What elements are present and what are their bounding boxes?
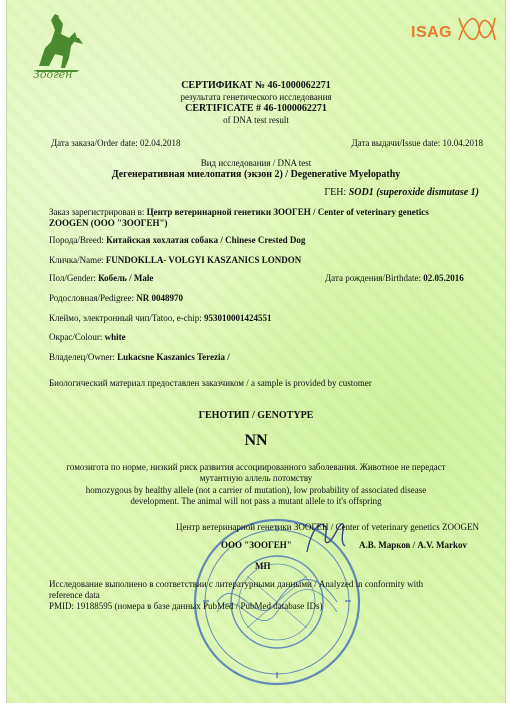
footer-line-1: Исследование выполнено в соответствии с литературными данными / Analyzed in conformity with (49, 579, 424, 589)
signature-icon (299, 512, 351, 560)
gender-label: Пол/Gender: (49, 273, 96, 283)
gene-prefix: ГЕН: (324, 187, 347, 198)
breed-label: Порода/Breed: (49, 235, 104, 245)
breed-value: Китайская хохлатая собака / Chinese Crested Dog (106, 235, 306, 245)
name-value: FUNDOKLLA- VOLGYI KASZANICS LONDON (105, 255, 302, 265)
center-signoff: Центр ветеринарной генетики ЗООГЕН / Center of veterinary genetics ZOOGEN (176, 522, 479, 532)
chip-row (49, 313, 272, 323)
gene-value: SOD1 (superoxide dismutase 1) (348, 187, 479, 198)
zoogen-logo-text: Зооген (33, 68, 73, 81)
order-registered-label: Заказ зарегистрирован в: (49, 207, 145, 217)
owner-value: Lukacsne Kaszanics Terezia / (117, 352, 230, 362)
genotype-description-ru-1: гомозигота по норме, низкий риск развития ассоциированного заболевания. Животное не передаст (66, 462, 446, 472)
order-registered-value-2: ZOOGEN (ООО "ЗООГЕН") (49, 218, 168, 228)
birthdate-value: 02.05.2016 (423, 273, 464, 283)
isag-logo-text: ISAG (411, 24, 453, 41)
footer-pmid: PMID: 19188595 (номера в базе данных PubMed / PubMed database IDs) (49, 601, 323, 611)
stamp-mp: МП (255, 561, 271, 571)
name-label: Кличка/Name: (49, 255, 104, 265)
order-registered-value: Центр ветеринарной генетики ЗООГЕН / Center of veterinary genetics (146, 207, 429, 217)
certificate-number-en: CERTIFICATE # 46-1000062271 (185, 103, 327, 114)
owner-label: Владелец/Owner: (49, 352, 115, 362)
signer-name: А.В. Марков / A.V. Markov (358, 540, 467, 550)
gender-value: Кобель / Male (98, 273, 154, 283)
certificate-number-ru: СЕРТИФИКАТ № 46-1000062271 (181, 80, 331, 91)
order-registered-row-2 (49, 218, 167, 228)
certificate-subtitle-en: of DNA test result (223, 115, 289, 125)
order-date: Дата заказа/Order date: 02.04.2018 (51, 138, 181, 148)
pedigree-label: Родословная/Pedigree: (49, 293, 134, 303)
owner-row (49, 352, 230, 362)
birthdate-row (325, 273, 464, 283)
organization-name: ООО "ЗООГЕН" (221, 540, 292, 550)
order-registered-row (49, 207, 429, 217)
sample-note: Биологический материал предоставлен заказчиком / a sample is provided by customer (49, 378, 372, 388)
colour-label: Окрас/Colour: (49, 332, 103, 342)
genotype-description-en-2: development. The animal will not pass a mutant allele to it's offspring (130, 496, 382, 506)
certificate-sheet (6, 0, 506, 703)
test-name: Дегенеративная миелопатия (экзон 2) / Degenerative Myelopathy (111, 169, 401, 180)
name-row (49, 255, 301, 265)
colour-value: white (104, 332, 126, 342)
colour-row (49, 332, 126, 342)
genotype-description-en-1: homozygous by healthy allele (not a carrier of mutation), low probability of associated disease (85, 485, 427, 495)
breed-row (49, 235, 305, 245)
chip-label: Клеймо, электронный чип/Tatoo, e-chip: (49, 313, 202, 323)
gene-line (324, 187, 479, 198)
genotype-label: ГЕНОТИП / GENOTYPE (198, 410, 314, 421)
pedigree-value: NR 0048970 (136, 293, 183, 303)
genotype-description-ru-2: мутантную аллель потомству (199, 473, 313, 483)
footer-line-2: reference data (49, 590, 100, 600)
chip-value: 953010001424551 (204, 313, 272, 323)
issue-date: Дата выдачи/Issue date: 10.04.2018 (351, 138, 483, 148)
genotype-value: NN (244, 432, 268, 449)
test-kind-label: Вид исследования / DNA test (200, 158, 312, 168)
gender-row (49, 273, 153, 283)
birthdate-label: Дата рождения/Birthdate: (325, 273, 422, 283)
isag-helix-icon (455, 10, 499, 48)
pedigree-row (49, 293, 183, 303)
certificate-subtitle-ru: результата генетического исследования (180, 92, 332, 102)
